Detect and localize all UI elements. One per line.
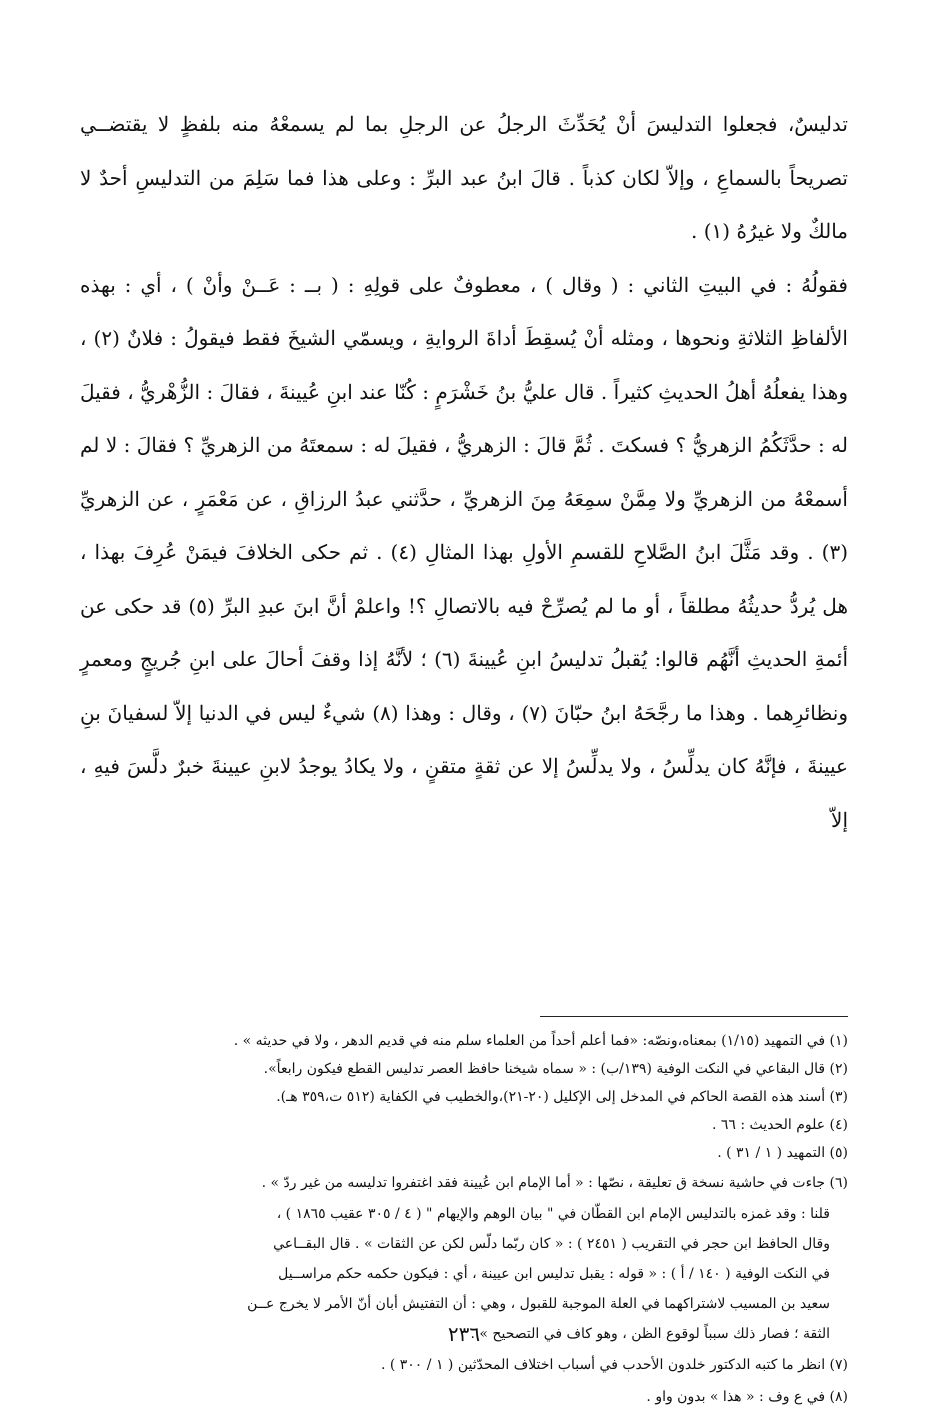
footnote-6-line-4: سعيد بن المسيب لاشتراكهما في العلة الموجبة للقبول ، وهي : أن التفتيش أبان أنّ الأمر لا يخرج عــن [247, 1296, 830, 1312]
footnote-3: (٣) أسند هذه القصة الحاكم في المدخل إلى الإكليل (٢٠-٢١)،والخطيب في الكفاية (٥١٢ ت،٣٥٩ هـ). [276, 1089, 848, 1105]
footnote-8: (٨) في ع وف : « هذا » بدون واو . [646, 1389, 848, 1405]
footnote-2: (٢) قال البقاعي في النكت الوفية (١٣٩/ب) : « سماه شيخنا حافظ العصر تدليس القطع فيكون رابعاً». [263, 1061, 848, 1077]
page-number: ٢٣٦ [447, 1322, 481, 1346]
footnote-6-line-1: قلنا : وقد غمزه بالتدليس الإمام ابن القطّان في " بيان الوهم والإيهام " ( ٤ / ٣٠٥ عقيب ١٨٦٥ ) ، [276, 1206, 830, 1222]
footnote-5: (٥) التمهيد ( ١ / ٣١ ) . [717, 1145, 848, 1161]
footnote-6: (٦) جاءت في حاشية نسخة ق تعليقة ، نصّها : « أما الإمام ابن عُيينة فقد اغتفروا تدليسه من غير ردّ » . [261, 1175, 848, 1191]
footnote-6-line-5: الثقة ؛ فصار ذلك سبباً لوقوع الظن ، وهو كاف في التصحيح » . [470, 1326, 830, 1342]
footnote-separator [540, 1016, 848, 1017]
footnote-6-line-2: وقال الحافظ ابن حجر في التقريب ( ٢٤٥١ ) : « كان ربّما دلّس لكن عن الثقات » . قال البقــاعي [273, 1236, 830, 1252]
footnote-4: (٤) علوم الحديث : ٦٦ . [711, 1117, 848, 1133]
footnote-7: (٧) انظر ما كتبه الدكتور خلدون الأحدب في أسباب اختلاف المحدّثين ( ١ / ٣٠٠ ) . [380, 1357, 848, 1373]
paragraph-2: فقولُهُ : في البيتِ الثاني : ( وقال ) ، معطوفٌ على قولِهِ : ( بــ : عَــنْ وأنْ ) ، أي : بهذه الألفاظِ الثلاثةِ ونحوها ، ومثله أنْ يُسقِطَ أداةَ الروايةِ ، ويسمّي الشيخَ فقط فيقولُ : فلانٌ (٢) ، وهذا يفعلُهُ أهلُ الحديثِ كثيراً . قال عليُّ بنُ خَشْرَمٍ : كُنّا عند ابنِ عُيينةَ ، فقالَ : الزُّهْريُّ ، فقيلَ له : حدَّثَكُمُ الزهريُّ ؟ فسكتَ . ثُمَّ قالَ : الزهريُّ ، فقيلَ له : سمعتَهُ من الزهريِّ ؟ فقالَ : لا لم أسمعْهُ من الزهريِّ ولا مِمَّنْ سمِعَهُ مِنَ الزهريِّ ، حدَّثني عبدُ الرزاقِ ، عن مَعْمَرٍ ، عن الزهريِّ (٣) . وقد مَثَّلَ ابنُ الصَّلاحِ للقسمِ الأولِ بهذا المثالِ (٤) . ثم حكى الخلافَ فيمَنْ عُرِفَ بهذا ، هل يُردُّ حديثُهُ مطلقاً ، أو ما لم يُصرِّحْ فيه بالاتصالِ ؟! واعلمْ أنَّ ابنَ عبدِ البرِّ (٥) قد حكى عن أئمةِ الحديثِ أنَّهُم قالوا: يُقبلُ تدليسُ ابنِ عُيينةَ (٦) ؛ لأنَّهُ إذا وقفَ أحالَ على ابنِ جُريجٍ ومعمرٍ ونظائرِهما . وهذا ما رجَّحَهُ ابنُ حبّانَ (٧) ، وقال : وهذا (٨) شيءٌ ليس في الدنيا إلاّ لسفيانَ بنِ عيينةَ ، فإنَّهُ كان يدلِّسُ ، ولا يدلِّسُ إلا عن ثقةٍ متقنٍ ، ولا يكادُ يوجدُ لابنِ عيينةَ خبرٌ دلَّسَ فيهِ ، إلاّ [80, 272, 849, 832]
footnote-6-line-3: في النكت الوفية ( ١٤٠ / أ ) : « قوله : يقبل تدليس ابن عيينة ، أي : فيكون حكمه حكم مراســيل [278, 1266, 830, 1282]
footnote-1: (١) في التمهيد (١/١٥) بمعناه،ونصّه: «فما أعلم أحداً من العلماء سلم منه في قديم الدهر ، ولا في حديثه » . [233, 1033, 848, 1049]
main-text [80, 98, 848, 847]
paragraph-1: تدليسٌ، فجعلوا التدليسَ أنْ يُحَدِّثَ الرجلُ عن الرجلِ بما لم يسمعْهُ منه بلفظٍ لا يقتضــي تصريحاً بالسماعِ ، وإلاّ لكان كذباً . قالَ ابنُ عبد البرِّ : وعلى هذا فما سَلِمَ من التدليسِ أحدٌ لا مالكٌ ولا غيرُهُ (١) . [80, 112, 848, 243]
footnotes [80, 1027, 848, 1413]
